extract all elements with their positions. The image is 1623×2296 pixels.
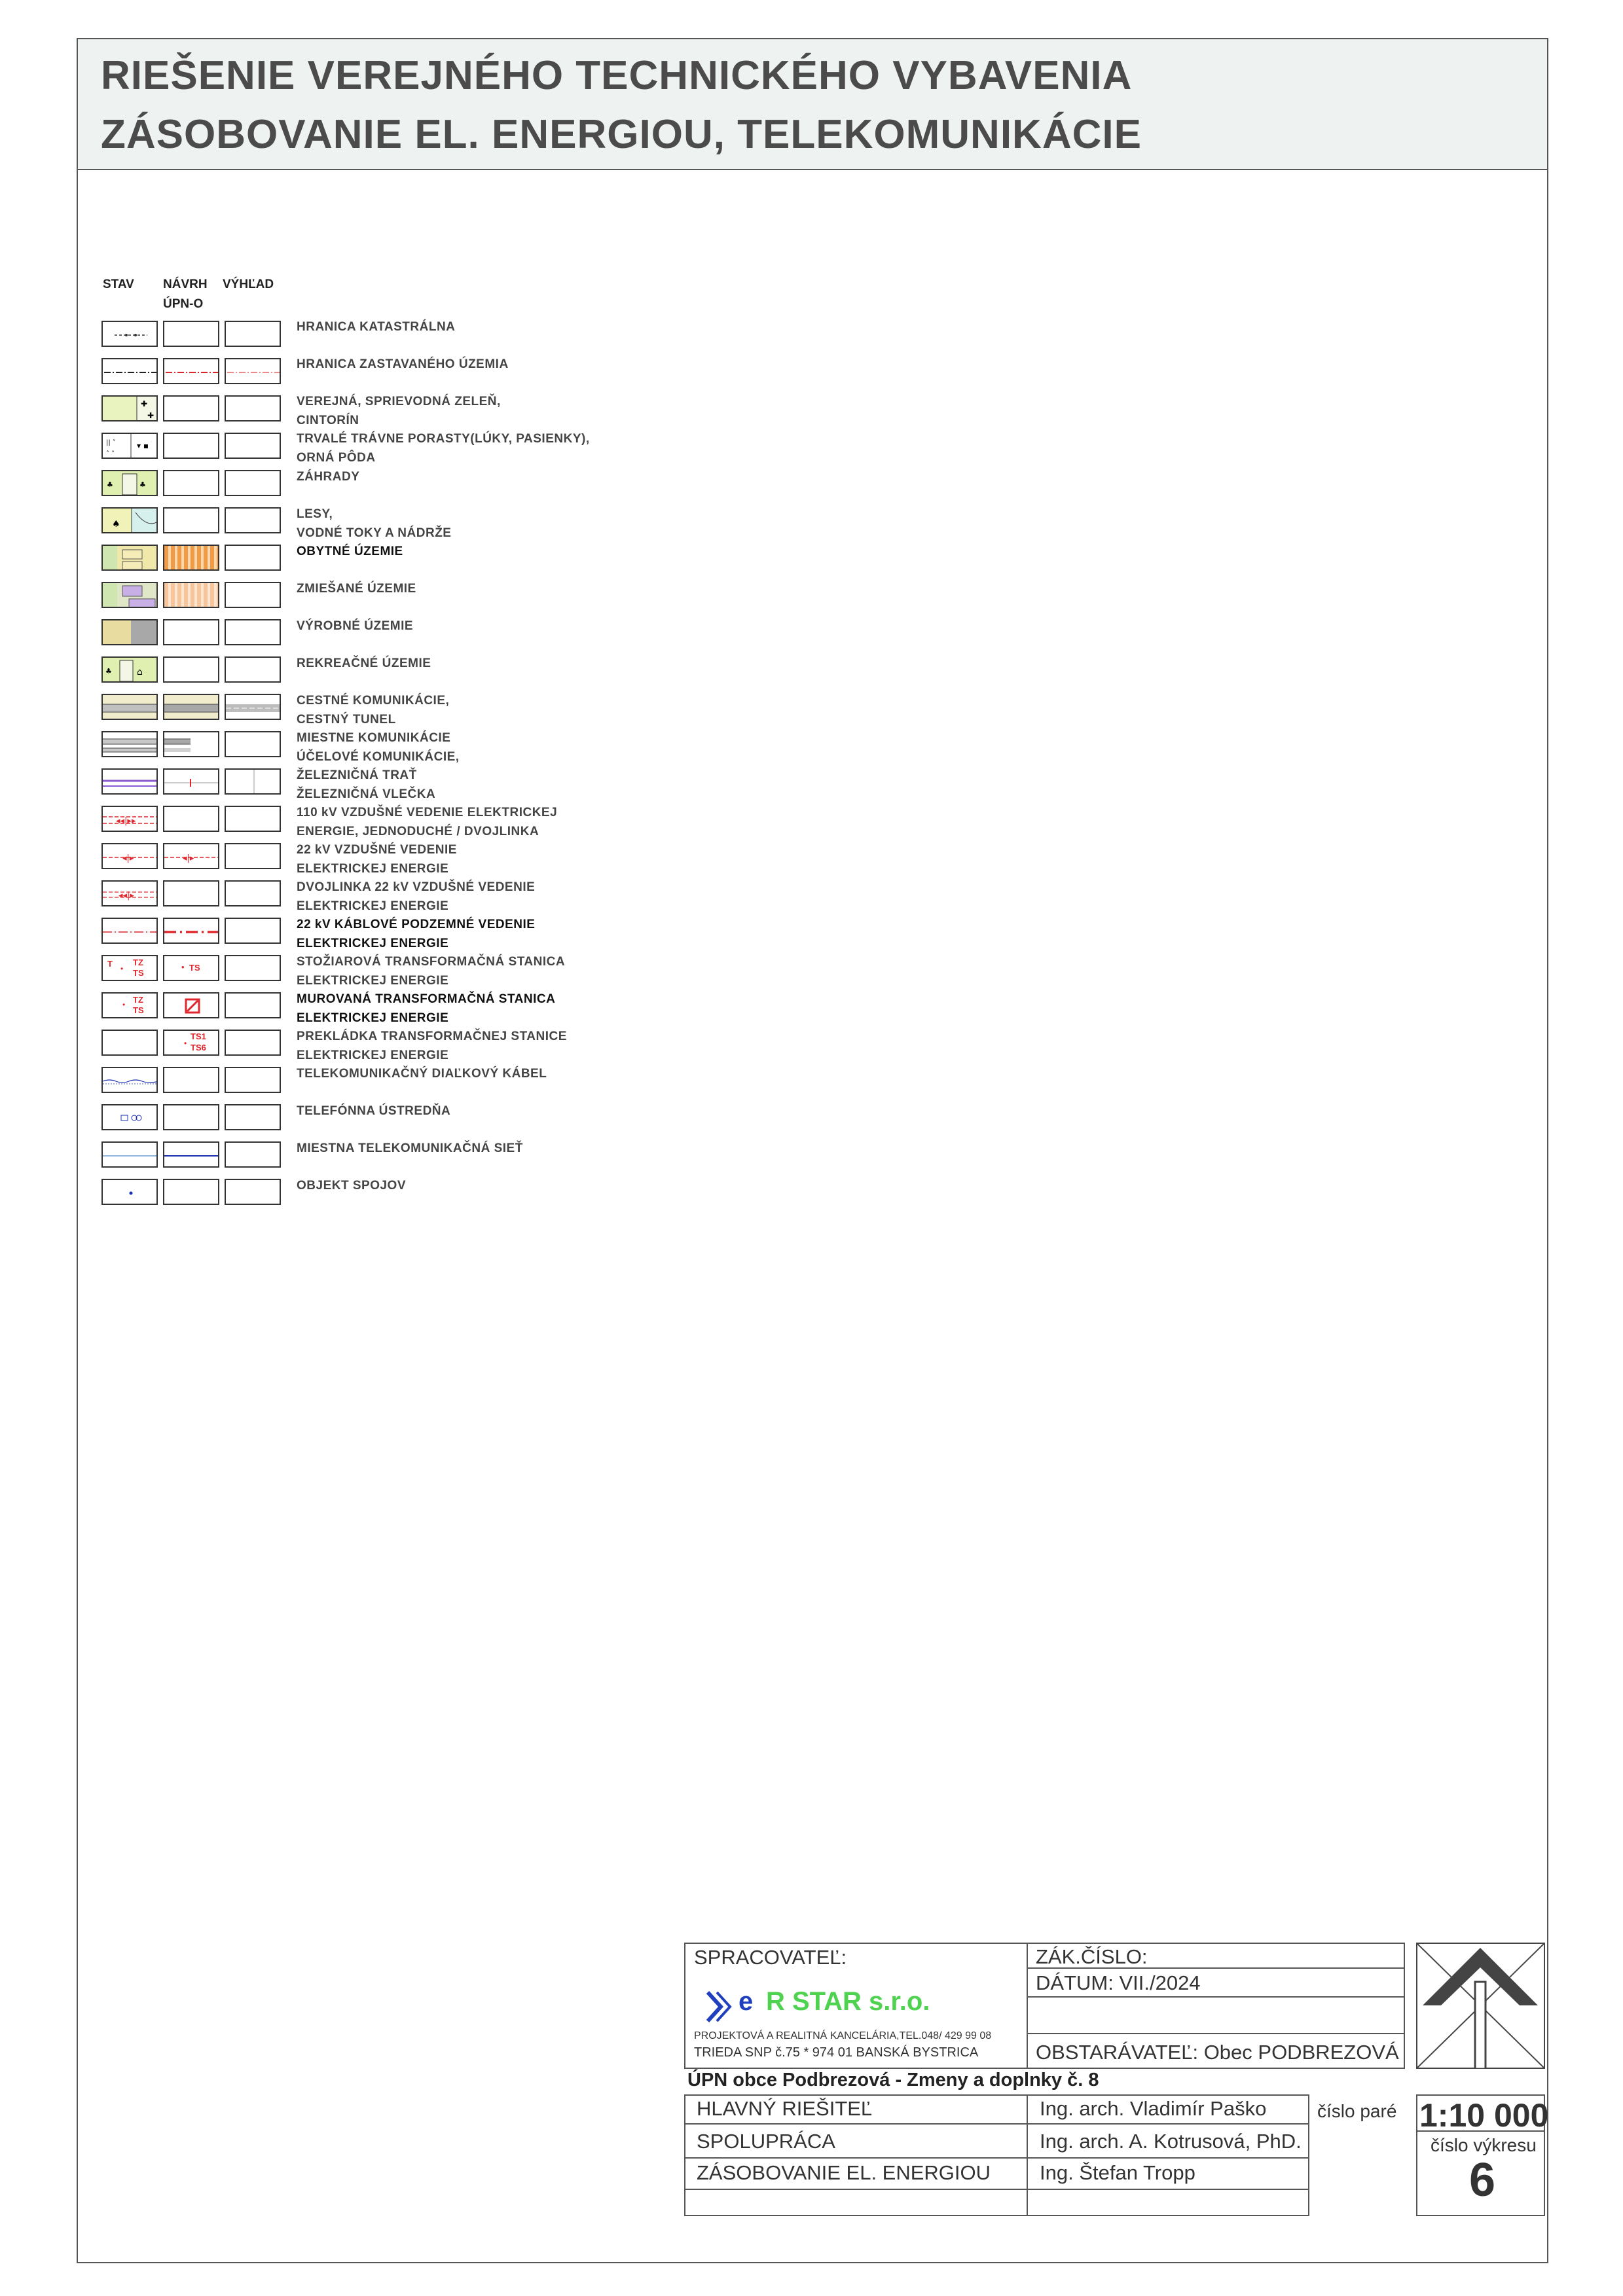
legend-item-label: TELEKOMUNIKAČNÝ DIAĽKOVÝ KÁBEL <box>297 1067 547 1081</box>
symbol-label-tz: TZ <box>133 995 143 1005</box>
legend-symbol-navrh <box>163 1104 219 1130</box>
legend-symbol-stav <box>101 358 158 384</box>
legend-item-label: 22 kV VZDUŠNÉ VEDENIE ELEKTRICKEJ ENERGIE <box>297 843 457 876</box>
svg-text:♣: ♣ <box>105 667 112 675</box>
svg-text:|| ˅: || ˅ <box>106 439 116 446</box>
scale-value: 1:10 000 <box>1419 2097 1549 2134</box>
role-label: HLAVNÝ RIEŠITEĽ <box>697 2097 873 2120</box>
divider <box>684 2123 1309 2125</box>
legend-symbol-navrh <box>163 806 219 832</box>
divider <box>1027 1943 1028 2069</box>
legend-symbol-stav <box>101 918 158 944</box>
legend-symbol-vyhlad <box>225 1104 281 1130</box>
symbol-label-ts1: TS1 <box>191 1031 206 1041</box>
legend-item-label: ZÁHRADY <box>297 470 360 484</box>
legend-symbol-stav <box>101 880 158 906</box>
legend-symbol-vyhlad <box>225 843 281 869</box>
legend-symbol-stav <box>101 545 158 571</box>
svg-text:♣: ♣ <box>139 480 146 489</box>
legend-symbol-vyhlad <box>225 1030 281 1056</box>
legend-item-label: CESTNÉ KOMUNIKÁCIE, CESTNÝ TUNEL <box>297 694 450 726</box>
symbol-label-ts: TS <box>189 963 200 973</box>
legend-symbol-stav <box>101 768 158 795</box>
legend-symbol-vyhlad <box>225 470 281 496</box>
svg-text:✚: ✚ <box>141 399 148 408</box>
legend-symbol-stav <box>101 1179 158 1205</box>
svg-text:˄ ˄: ˄ ˄ <box>106 450 115 457</box>
divider <box>684 2189 1309 2190</box>
legend-item-label: MIESTNA TELEKOMUNIKAČNÁ SIEŤ <box>297 1141 523 1155</box>
datum-label: DÁTUM: <box>1036 1971 1114 1994</box>
legend-symbol-stav <box>101 992 158 1018</box>
legend-symbol-vyhlad <box>225 582 281 608</box>
legend-symbol-navrh <box>163 1030 219 1056</box>
legend-item-label: STOŽIAROVÁ TRANSFORMAČNÁ STANICA ELEKTRICKEJ ENERGIE <box>297 955 566 988</box>
legend-symbol-navrh <box>163 433 219 459</box>
cislo-pare-label: číslo paré <box>1317 2101 1397 2121</box>
legend-item-label: OBYTNÉ ÚZEMIE <box>297 545 403 558</box>
legend-item-label: PREKLÁDKA TRANSFORMAČNEJ STANICE ELEKTRICKEJ ENERGIE <box>297 1030 567 1062</box>
svg-text:◂◂|▸▸: ◂◂|▸▸ <box>116 816 136 826</box>
legend-symbol-stav <box>101 582 158 608</box>
legend-item-label: DVOJLINKA 22 kV VZDUŠNÉ VEDENIE ELEKTRICKEJ ENERGIE <box>297 880 536 913</box>
datum-value: VII./2024 <box>1119 1971 1201 1994</box>
company-name: R STAR s.r.o. <box>766 1987 930 2016</box>
legend-symbol-navrh <box>163 358 219 384</box>
company-address-line-2: TRIEDA SNP č.75 * 974 01 BANSKÁ BYSTRICA <box>694 2045 979 2060</box>
svg-text:⌂: ⌂ <box>137 667 143 677</box>
legend-symbol-stav <box>101 843 158 869</box>
svg-text:♠: ♠ <box>112 519 120 529</box>
legend-symbol-stav <box>101 507 158 533</box>
legend-symbol-stav <box>101 619 158 645</box>
symbol-label-ts: TS <box>133 1005 144 1015</box>
legend-symbol-stav <box>101 656 158 683</box>
symbol-dot: • <box>120 964 124 973</box>
legend-symbol-vyhlad <box>225 1179 281 1205</box>
project-title: ÚPN obce Podbrezová - Zmeny a doplnky č. 8 <box>687 2070 1099 2090</box>
role-label: SPOLUPRÁCA <box>697 2130 835 2153</box>
legend-header-stav: STAV <box>103 278 134 291</box>
legend-item-label: VÝROBNÉ ÚZEMIE <box>297 619 414 633</box>
legend-symbol-vyhlad <box>225 1141 281 1168</box>
svg-text:✚: ✚ <box>147 411 155 420</box>
legend-item-label: HRANICA ZASTAVANÉHO ÚZEMIA <box>297 357 509 371</box>
legend-symbol-stav <box>101 1067 158 1093</box>
spracovatel-label: SPRACOVATEĽ: <box>694 1946 847 1969</box>
legend-header-navrh: NÁVRH <box>163 278 208 291</box>
cislo-vykresu-label: číslo výkresu <box>1431 2135 1537 2155</box>
svg-text:◂|▸: ◂|▸ <box>183 853 194 863</box>
legend-symbol-navrh <box>163 395 219 422</box>
legend-item-label: TRVALÉ TRÁVNE PORASTY(LÚKY, PASIENKY), ORNÁ PÔDA <box>297 432 590 465</box>
legend-item-label: ŽELEZNIČNÁ TRAŤ ŽELEZNIČNÁ VLEČKA <box>297 768 436 801</box>
company-address-line-1: PROJEKTOVÁ A REALITNÁ KANCELÁRIA,TEL.048/ 429 99 08 <box>694 2030 992 2041</box>
legend-symbol-vyhlad <box>225 507 281 533</box>
person-name: Ing. arch. Vladimír Paško <box>1040 2097 1267 2120</box>
legend-symbol-vyhlad <box>225 656 281 683</box>
svg-text:▾ ▪: ▾ ▪ <box>137 441 149 450</box>
legend-symbol-navrh <box>163 768 219 795</box>
architect-emblem-icon <box>1416 1943 1545 2069</box>
legend-symbol-stav <box>101 433 158 459</box>
legend-symbol-stav <box>101 395 158 422</box>
legend-symbol-navrh <box>163 955 219 981</box>
legend-symbol-vyhlad <box>225 321 281 347</box>
legend-item-label: ZMIEŠANÉ ÚZEMIE <box>297 582 416 596</box>
symbol-dot: • <box>181 962 185 972</box>
divider <box>1027 1996 1405 1998</box>
legend-symbol-navrh <box>163 1141 219 1168</box>
symbol-label-ts: TS <box>133 968 144 978</box>
legend-symbol-vyhlad <box>225 992 281 1018</box>
legend-symbol-vyhlad <box>225 731 281 757</box>
title-band <box>78 39 1547 170</box>
legend-symbol-navrh <box>163 619 219 645</box>
obstaravatel-label: OBSTARÁVATEĽ: <box>1036 2041 1199 2064</box>
symbol-label-ts6: TS6 <box>191 1043 206 1052</box>
legend-symbol-vyhlad <box>225 918 281 944</box>
legend-symbol-vyhlad <box>225 806 281 832</box>
legend-symbol-vyhlad <box>225 880 281 906</box>
legend-item-label: REKREAČNÉ ÚZEMIE <box>297 656 431 670</box>
legend-symbol-navrh <box>163 582 219 608</box>
legend-symbol-stav <box>101 1030 158 1056</box>
divider <box>684 2157 1309 2159</box>
legend-symbol-stav <box>101 1104 158 1130</box>
legend-symbol-stav <box>101 955 158 981</box>
symbol-dot: • <box>184 1039 187 1048</box>
legend-symbol-navrh <box>163 470 219 496</box>
legend-symbol-vyhlad <box>225 955 281 981</box>
legend-symbol-navrh <box>163 992 219 1018</box>
legend-item-label: MIESTNE KOMUNIKÁCIE ÚČELOVÉ KOMUNIKÁCIE, <box>297 731 460 764</box>
legend-item-label: VEREJNÁ, SPRIEVODNÁ ZELEŇ, CINTORÍN <box>297 395 501 427</box>
legend-symbol-navrh <box>163 880 219 906</box>
legend-symbol-navrh <box>163 1179 219 1205</box>
legend-symbol-navrh <box>163 1067 219 1093</box>
legend-symbol-vyhlad <box>225 545 281 571</box>
legend-item-label: OBJEKT SPOJOV <box>297 1179 406 1193</box>
legend-symbol-vyhlad <box>225 619 281 645</box>
page-title-line-1: RIEŠENIE VEREJNÉHO TECHNICKÉHO VYBAVENIA <box>101 53 1133 98</box>
page-title-line-2: ZÁSOBOVANIE EL. ENERGIOU, TELEKOMUNIKÁCIE <box>101 112 1142 157</box>
legend-symbol-navrh <box>163 507 219 533</box>
legend-item-label: TELEFÓNNA ÚSTREDŇA <box>297 1104 451 1118</box>
legend-symbol-navrh <box>163 694 219 720</box>
zak-cislo-label: ZÁK.ČÍSLO: <box>1036 1945 1148 1968</box>
legend-symbol-navrh <box>163 843 219 869</box>
divider <box>1027 2094 1028 2216</box>
legend-header-upn: ÚPN-O <box>163 297 204 311</box>
legend-symbol-stav <box>101 731 158 757</box>
legend-symbol-vyhlad <box>225 694 281 720</box>
obstaravatel-field <box>1036 2041 1399 2064</box>
legend-symbol-vyhlad <box>225 768 281 795</box>
legend-symbol-stav <box>101 694 158 720</box>
legend-symbol-stav <box>101 321 158 347</box>
legend-symbol-vyhlad <box>225 433 281 459</box>
legend-header-vyhlad: VÝHĽAD <box>223 278 274 291</box>
legend-symbol-stav <box>101 1141 158 1168</box>
datum-field <box>1036 1971 1201 1995</box>
company-logo-chevron-icon <box>704 1987 743 2026</box>
drawing-number: 6 <box>1469 2154 1496 2206</box>
legend-symbol-stav <box>101 806 158 832</box>
person-name: Ing. Štefan Tropp <box>1040 2161 1195 2184</box>
legend-symbol-navrh <box>163 731 219 757</box>
role-label: ZÁSOBOVANIE EL. ENERGIOU <box>697 2161 991 2184</box>
legend-symbol-vyhlad <box>225 1067 281 1093</box>
symbol-label-tz: TZ <box>133 958 143 967</box>
legend-item-label: LESY, VODNÉ TOKY A NÁDRŽE <box>297 507 452 540</box>
person-name: Ing. arch. A. Kotrusová, PhD. <box>1040 2130 1302 2153</box>
svg-text:◂|▸: ◂|▸ <box>122 853 134 863</box>
divider <box>1308 2094 1309 2216</box>
company-logo-e: e <box>739 1987 754 2016</box>
legend-symbol-navrh <box>163 656 219 683</box>
symbol-dot: • <box>122 1000 126 1009</box>
legend-symbol-navrh <box>163 321 219 347</box>
legend-item-label: MUROVANÁ TRANSFORMAČNÁ STANICA ELEKTRICKEJ ENERGIE <box>297 992 556 1025</box>
symbol-label-t: T <box>107 959 113 969</box>
legend-item-label: HRANICA KATASTRÁLNA <box>297 320 456 334</box>
legend-symbol-vyhlad <box>225 358 281 384</box>
divider <box>1027 2033 1405 2034</box>
legend-symbol-stav <box>101 470 158 496</box>
legend-symbol-navrh <box>163 545 219 571</box>
legend-symbol-vyhlad <box>225 395 281 422</box>
svg-text:♣: ♣ <box>107 480 113 489</box>
legend-symbol-navrh <box>163 918 219 944</box>
legend-item-label: 110 kV VZDUŠNÉ VEDENIE ELEKTRICKEJ ENERGIE, JEDNODUCHÉ / DVOJLINKA <box>297 806 558 838</box>
svg-text:◂◂|▸: ◂◂|▸ <box>119 891 134 901</box>
obstaravatel-value: Obec PODBREZOVÁ <box>1203 2041 1399 2064</box>
legend-item-label: 22 kV KÁBLOVÉ PODZEMNÉ VEDENIE ELEKTRICKEJ ENERGIE <box>297 918 536 950</box>
